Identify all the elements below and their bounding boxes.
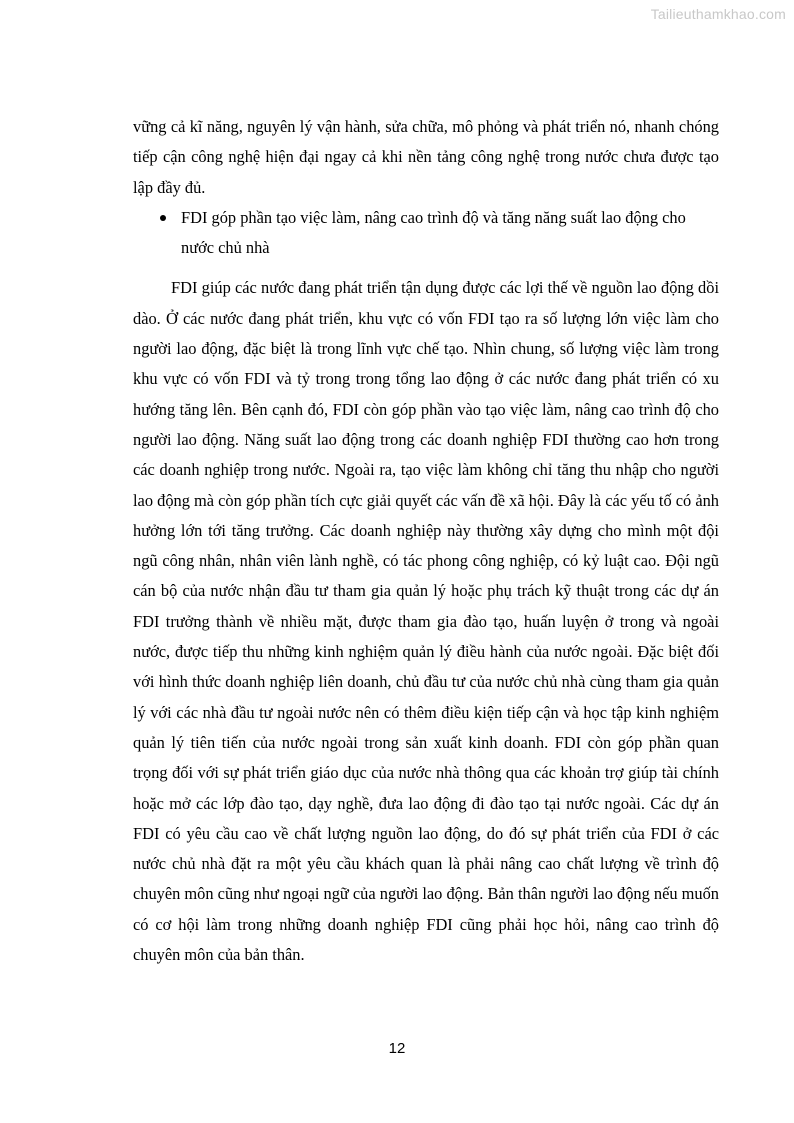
watermark-text: Tailieuthamkhao.com — [650, 6, 786, 22]
bullet-heading: FDI góp phần tạo việc làm, nâng cao trình độ và tăng năng suất lao động cho nước chủ nhà — [181, 207, 686, 258]
page-number: 12 — [388, 1040, 406, 1057]
body-paragraph: FDI giúp các nước đang phát triển tận dụng được các lợi thế về nguồn lao động dồi dào. Ở các nước đang phát triển, khu vực có vốn FDI tạo ra số lượng lớn việc làm cho người lao động, đặc biệt là trong lĩnh vực chế tạo. Nhìn chung, số lượng việc làm trong khu vực có vốn FDI và tỷ trong trong tổng lao động ở các nước đang phát triển có xu hướng tăng lên. Bên cạnh đó, FDI còn góp phần vào tạo việc làm, nâng cao trình độ cho người lao động. Năng suất lao động trong các doanh nghiệp FDI thường cao hơn trong các doanh nghiệp trong nước. Ngoài ra, tạo việc làm không chỉ tăng thu nhập cho người lao động mà còn góp phần tích cực giải quyết các vấn đề xã hội. Đây là các yếu tố có ảnh hưởng lớn tới tăng trưởng. Các doanh nghiệp này thường xây dựng cho mình một đội ngũ công nhân, nhân viên lành nghề, có tác phong công nghiệp, có kỷ luật cao. Đội ngũ cán bộ của nước nhận đầu tư tham gia quản lý hoặc phụ trách kỹ thuật trong các dự án FDI trưởng thành về nhiều mặt, được tham gia đào tạo, huấn luyện ở trong và ngoài nước, được tiếp thu những kinh nghiệm quản lý điều hành của nước ngoài. Đặc biệt đối với hình thức doanh nghiệp liên doanh, chủ đầu tư của nước chủ nhà cùng tham gia quản lý với các nhà đầu tư ngoài nước nên có thêm điều kiện tiếp cận và học tập kinh nghiệm quản lý tiên tiến của nước ngoài trong sản xuất kinh doanh. FDI còn góp phần quan trọng đối với sự phát triển giáo dục của nước nhà thông qua các khoản trợ giúp tài chính hoặc mở các lớp đào tạo, dạy nghề, đưa lao động đi đào tạo tại nước ngoài. Các dự án FDI có yêu cầu cao về chất lượng nguồn lao động, do đó sự phát triển của FDI ở các nước chủ nhà đặt ra một yêu cầu khách quan là phải nâng cao chất lượng về trình độ chuyên môn cũng như ngoại ngữ của người lao động. Bản thân người lao động nếu muốn có cơ hội làm trong những doanh nghiệp FDI cũng phải học hỏi, nâng cao trình độ chuyên môn của bản thân. — [133, 278, 719, 965]
bullet-dot-icon — [133, 203, 181, 233]
continued-paragraph: vững cả kĩ năng, nguyên lý vận hành, sửa chữa, mô phỏng và phát triển nó, nhanh chóng tiếp cận công nghệ hiện đại ngay cả khi nền tảng công nghệ trong nước chưa được tạo lập đầy đủ. — [133, 117, 719, 197]
document-body — [133, 112, 719, 970]
bullet-list-item — [133, 203, 719, 264]
